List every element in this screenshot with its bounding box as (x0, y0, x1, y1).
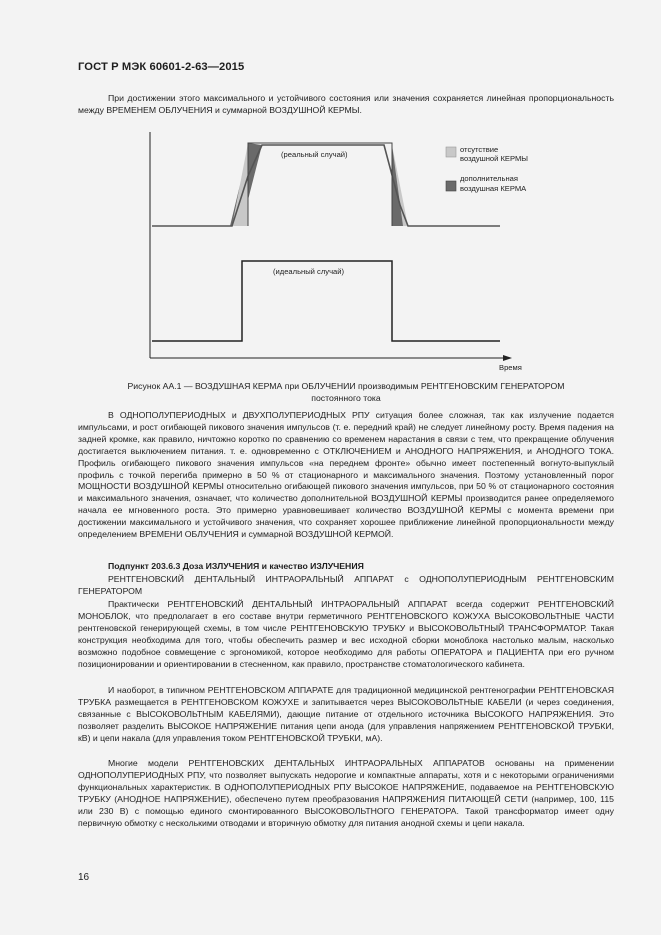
legend-additional-line1: дополнительная (460, 174, 518, 183)
document-header: ГОСТ Р МЭК 60601-2-63—2015 (78, 61, 245, 73)
page-number: 16 (78, 872, 90, 883)
paragraph-1: В ОДНОПОЛУПЕРИОДНЫХ и ДВУХПОЛУПЕРИОДНЫХ РПУ ситуация более сложная, так как излучение подается импульсами, и рост огибающей пикового значения импульсов (т. е. передний край) не следует линейному росту. Время падения на задней кромке, как правило, ничтожно коротко по сравнению со временем нарастания в связи с тем, что прекращение облучения достигается выключением питания. т. е. одновременно с ОТКЛЮЧЕНИЕМ и АНОДНОГО НАПРЯЖЕНИЯ, и АНОДНОГО ТОКА. Профиль огибающего пикового значения импульсов «на переднем фронте» обычно имеет постепенный вогнуто-выпуклый профиль с точкой перегиба примерно в 50 % от стационарного и максимального значения. Поэтому установленный порог МОЩНОСТИ ВОЗДУШНОЙ КЕРМЫ относительно огибающей пикового значения импульсов, при 50 % от стационарного состояния и максимального значения, означает, что количество дополнительной ВОЗДУШНОЙ КЕРМЫ производится ранее определяемого начала ее мгновенного роста. Это примерно уравновешивает количество ВОЗДУШНОЙ КЕРМЫ с момента времени при достижении максимального и устойчивого значения, что сохраняет хорошее приближение линейной пропорциональности между определением ВРЕМЕНИ ОБЛУЧЕНИЯ и суммарной ВОЗДУШНОЙ КЕРМОЙ. (78, 410, 614, 540)
subsection-heading: Подпункт 203.6.3 Доза ИЗЛУЧЕНИЯ и качество ИЗЛУЧЕНИЯ (108, 561, 364, 571)
intro-paragraph: При достижении этого максимального и устойчивого состояния или значения сохраняется линейная пропорциональность между ВРЕМЕНЕМ ОБЛУЧЕНИЯ и суммарной ВОЗДУШНОЙ КЕРМЫ. (78, 93, 614, 115)
legend-additional-line2: воздушная КЕРМА (460, 184, 527, 193)
x-axis-label: Время (499, 363, 522, 372)
legend (446, 145, 528, 193)
figure-caption-line2: постоянного тока (311, 393, 381, 403)
figure-caption-line1: Рисунок АА.1 — ВОЗДУШНАЯ КЕРМА при ОБЛУЧЕНИИ производимым РЕНТГЕНОВСКИМ ГЕНЕРАТОРОМ (127, 381, 565, 391)
legend-swatch-additional (446, 181, 456, 191)
legend-absent-line1: отсутствие (460, 145, 499, 154)
kerma-figure (0, 0, 661, 380)
real-case-label: (реальный случай) (281, 150, 348, 159)
paragraph-5: Многие модели РЕНТГЕНОВСКИХ ДЕНТАЛЬНЫХ ИНТРАОРАЛЬНЫХ АППАРАТОВ основаны на применении ОДНОПОЛУПЕРИОДНЫХ РПУ, что позволяет выпускать недорогие и компактные аппараты, хотя и с некоторыми ограничениями функциональных характеристик. В ОДНОПОЛУПЕРИОДНЫХ РПУ ВЫСОКОЕ НАПРЯЖЕНИЕ, подаваемое на РЕНТГЕНОВСКУЮ ТРУБКУ (АНОДНОЕ НАПРЯЖЕНИЕ), обеспечено путем преобразования НАПРЯЖЕНИЯ ПИТАЮЩЕЙ СЕТИ (например, 100, 115 или 230 В) с помощью единого смонтированного ВЫСОКОВОЛЬТНОГО ГЕНЕРАТОРА. Такой трансформатор имеет одну первичную обмотку с несколькими отводами и вторичную обмотку для питания анодной схемы и цепи накала. (78, 758, 614, 828)
x-axis-arrow-icon (503, 355, 512, 361)
paragraph-4: И наоборот, в типичном РЕНТГЕНОВСКОМ АППАРАТЕ для традиционной медицинской рентгенографии РЕНТГЕНОВСКАЯ ТРУБКА размещается в РЕНТГЕНОВСКОМ КОЖУХЕ и запитывается через ВЫСОКОВОЛЬТНЫЕ КАБЕЛИ (и через соединения, связанные с ВЫСОКОВОЛЬТНЫМ КАБЕЛЯМИ), дающие питание от отдельного источника ВЫСОКОГО НАПРЯЖЕНИЯ. Это позволяет разделить ВЫСОКОЕ НАПРЯЖЕНИЕ питания цепи анода (для управления напряжением РЕНТГЕНОВСКОЙ ТРУБКИ, кВ) и цепи накала (для управления током РЕНТГЕНОВСКОЙ ТРУБКИ, мА). (78, 685, 614, 743)
paragraph-3: Практически РЕНТГЕНОВСКИЙ ДЕНТАЛЬНЫЙ ИНТРАОРАЛЬНЫЙ АППАРАТ всегда содержит РЕНТГЕНОВСКИЙ МОНОБЛОК, что предполагает в его составе внутри герметичного РЕНТГЕНОВСКОГО КОЖУХА ВЫСОКОВОЛЬТНЫЕ ЧАСТИ рентгеновской генерирующей схемы, в том числе РЕНТГЕНОВСКУЮ ТРУБКУ и ВЫСОКОВОЛЬТНЫЙ ТРАНСФОРМАТОР. Такая конструкция необходима для того, чтобы обеспечить размер и вес исходной сборки моноблока настолько малым, насколько возможно подобное совмещение с эргономикой, которое необходимо для работы ОПЕРАТОРА и ПАЦИЕНТА при его ручном позиционировании и ориентировании в стесненном, как правило, пространстве стоматологического кабинета. (78, 599, 614, 669)
legend-swatch-absent (446, 147, 456, 157)
legend-absent-line2: воздушной КЕРМЫ (460, 154, 529, 163)
figure-caption (78, 380, 614, 404)
ideal-case-label: (идеальный случай) (273, 267, 345, 276)
paragraph-2: РЕНТГЕНОВСКИЙ ДЕНТАЛЬНЫЙ ИНТРАОРАЛЬНЫЙ АППАРАТ с ОДНОПОЛУПЕРИОДНЫМ РЕНТГЕНОВСКИМ ГЕНЕРАТОРОМ (78, 574, 614, 596)
